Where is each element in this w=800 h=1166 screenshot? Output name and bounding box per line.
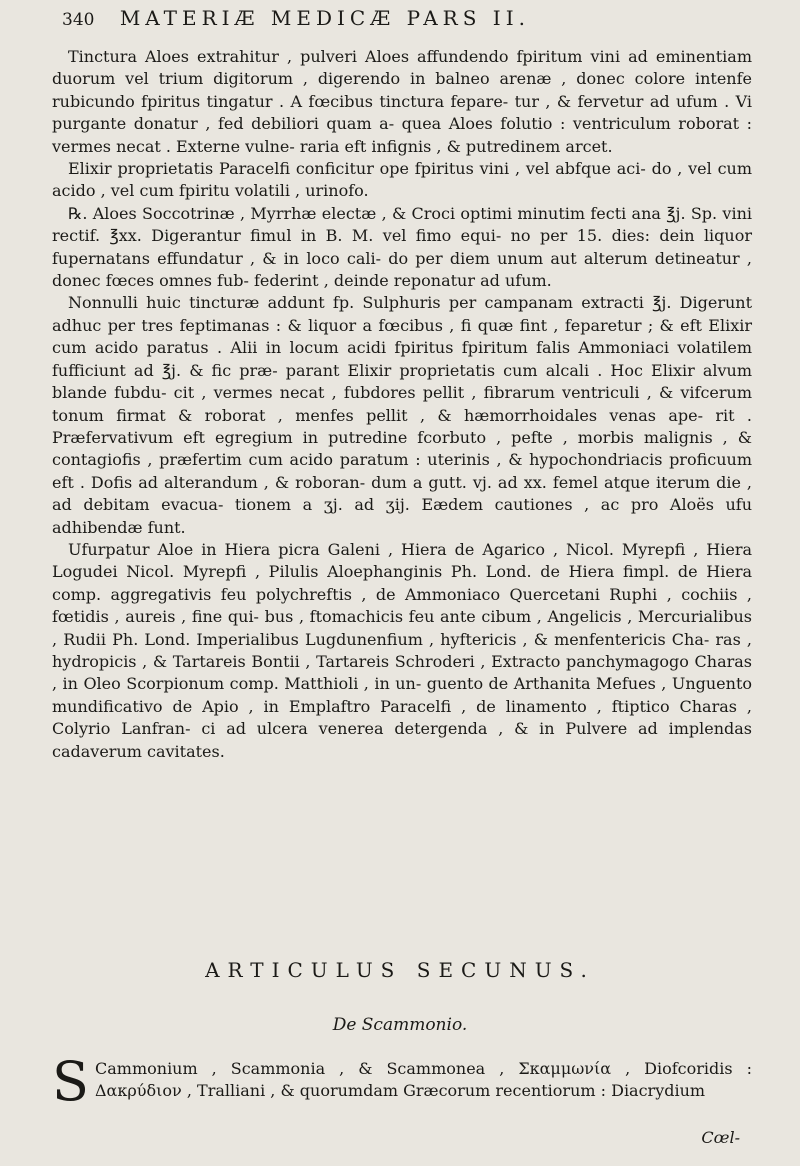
section-heading: ARTICULUS SECUNUS.: [205, 958, 595, 982]
header-title: MATERIÆ MEDICÆ PARS II.: [119, 6, 530, 30]
catchword: Cœl-: [701, 1128, 740, 1147]
paragraph-elixir: Elixir proprietatis Paracelfi conficitur ope fpiritus vini , vel abfque aci- do , vel cum acido , vel cum fpiritu volatili , urinofo.: [52, 159, 752, 201]
page-number: 340: [62, 10, 95, 30]
body-text: [52, 46, 752, 763]
section-subheading: De Scammonio.: [332, 1015, 468, 1035]
paragraph-usurpatur: Ufurpatur Aloe in Hiera picra Galeni , Hiera de Agarico , Nicol. Myrepfi , Hiera Logudei Nicol. Myrepfi , Pilulis Aloephanginis Ph. Lond. de Hiera fimpl. de Hiera comp. aggregativis feu polychreftis , de Ammoniaco Quercetani Ruphi , cochiis , fœtidis , aureis , fine qui- bus , ftomachicis feu ante cibum , Angelicis , Mercurialibus , Rudii Ph. Lond. Imperialibus Lugdunenfium , hyftericis , & menfentericis Cha- ras , hydropicis , & Tartareis Bontii , Tartareis Schroderi , Extracto panchymagogo Charas , in Oleo Scorpionum comp. Matthioli , in un- guento de Arthanita Mefues , Unguento mundificativo de Apio , in Emplaftro Paracelfi , de linamento , ftiptico Charas , Colyrio Lanfran- ci ad ulcera venerea detergenda , & in Pulvere ad implendas cadaverum cavitates.: [52, 539, 752, 761]
running-header: [62, 6, 752, 30]
drop-cap: S: [52, 1050, 89, 1113]
paragraph-scammonium: [52, 1050, 752, 1113]
scammonium-text: Cammonium , Scammonia , & Scammonea , Σκαμμωνία , Diofcoridis : Δακρύδιον , Tralliani , & quorumdam Græcorum recentiorum : Diacrydium: [95, 1059, 752, 1101]
paragraph-nonnulli: Nonnulli huic tincturæ addunt fp. Sulphuris per campanam extracti ℥j. Digerunt adhuc per tres feptimanas : & liquor a fœcibus , fi quæ fint , feparetur ; & eft Elixir cum acido paratus . Alii in locum acidi fpiritus fpiritum falis Ammoniaci volatilem fufficiunt ad ℥j. & fic præ- parant Elixir proprietatis cum alcali . Hoc Elixir alvum blande fubdu- cit , vermes necat , fubdores pellit , fibrarum ventriculi , & vifcerum tonum firmat & roborat , menfes pellit , & hæmorrhoidales venas ape- rit . Præfervativum eft egregium in putredine fcorbuto , pefte , morbis malignis , & contagiofis , præfertim cum acido paratum : uterinis , & hypochondriacis proficuum eft . Dofis ad alterandum , & roboran- dum a gutt. vj. ad xx. femel atque iterum die , ad debitam evacua- tionem a ʒj. ad ʒij. Eædem cautiones , ac pro Aloës ufu adhibendæ funt.: [52, 293, 752, 537]
paragraph-recipe: ℞. Aloes Soccotrinæ , Myrrhæ electæ , & Croci optimi minutim fecti ana ℥j. Sp. vini rectif. ℥xx. Digerantur fimul in B. M. vel fimo equi- no per 15. dies: dein liquor fupernatans effundatur , & in loco cali- do per diem unum aut alterum detineatur , donec fœces omnes fub- federint , deinde reponatur ad ufum.: [52, 203, 752, 291]
paragraph-tinctura: Tinctura Aloes extrahitur , pulveri Aloes affundendo fpiritum vini ad eminentiam duorum vel trium digitorum , digerendo in balneo arenæ , donec colore intenfe rubicundo fpiritus tingatur . A fœcibus tinctura fepare- tur , & fervetur ad ufum . Vi purgante donatur , fed debiliori quam a- quea Aloes folutio : ventriculum roborat : vermes necat . Externe vulne- raria eft infignis , & putredinem arcet.: [52, 47, 752, 156]
